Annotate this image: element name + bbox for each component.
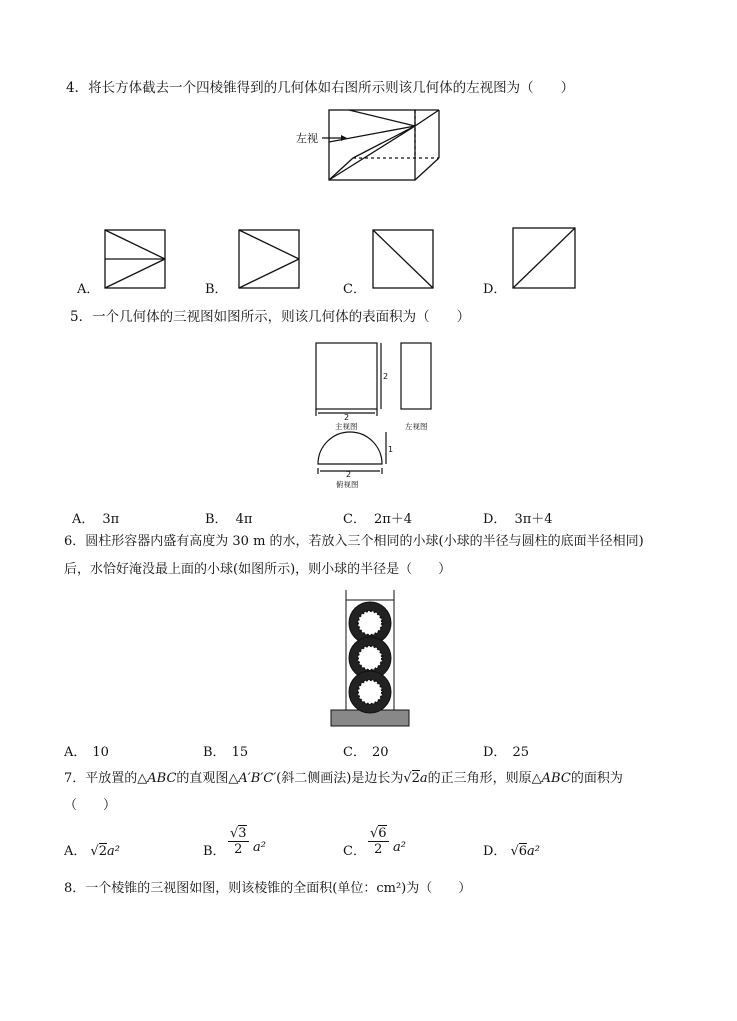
q5-label-side: 左视图 [405,422,428,431]
q4-option-b[interactable]: B． [205,282,228,297]
q7-part1: 平放置的△ [85,771,148,786]
q6-option-d-value: 25 [512,745,529,760]
q7-option-d-sqrt: √ [510,844,519,859]
q6-option-a[interactable] [64,741,109,760]
q5-option-a-letter: A． [72,512,95,527]
q6-stem-line1: 6．圆柱形容器内盛有高度为 30 m 的水，若放入三个相同的小球(小球的半径与圆柱的底面半径相同) [64,534,644,549]
q7-stem-line2: （ ） [64,798,117,813]
q7-option-c-num: 6 [378,826,387,841]
q7-sqrt-value: 2 [411,771,420,786]
q7-avar: a [419,771,428,786]
q7-option-b-num: 3 [238,826,247,841]
q6-option-b-value: 15 [231,745,249,760]
q6-option-d[interactable] [483,741,529,760]
q4-number: 4． [66,80,89,96]
q5-label-front: 主视图 [335,422,358,431]
q4-option-c[interactable]: C． [343,282,366,297]
q7-option-d-tail: a² [527,844,540,859]
q7-option-b-fraction [228,826,249,857]
q7-option-a-root: 2 [98,844,107,859]
q5-text: 一个几何体的三视图如图所示，则该几何体的表面积为（ ） [92,309,471,325]
q7-part4: 的正三角形，则原△ [427,771,542,786]
q7-abc1: ABC [147,771,177,786]
q5-option-a-value: 3π [102,512,120,527]
q7-option-d-letter: D． [483,844,507,859]
q6-option-c-value: 20 [371,745,389,760]
q4-option-a[interactable]: A． [77,282,100,297]
q5-dim-top-height: 1 [388,445,394,454]
q5-option-c-value: 2π＋4 [373,512,413,527]
q7-option-d[interactable] [483,840,540,859]
q7-sqrt-symbol: √ [403,771,412,786]
q7-option-a[interactable] [64,840,120,859]
q5-option-d-letter: D． [483,512,507,527]
q5-option-b-value: 4π [235,512,253,527]
q7-option-b-letter[interactable]: B． [203,844,226,859]
q4-option-d[interactable]: D． [483,282,507,297]
q7-option-c-sqrt: √ [370,826,379,841]
q7-part5: 的面积为 [570,771,623,786]
q5-dim-front-height: 2 [383,372,389,381]
q7-option-c-fraction [368,826,389,857]
q7-abc2: A′B′C′ [238,771,277,786]
q7-stem-line1 [64,770,623,788]
q5-option-c-letter: C． [343,512,366,527]
q7-option-a-sqrt: √ [90,844,99,859]
q7-abc3: ABC [541,771,571,786]
q8-stem: 8．一个棱锥的三视图如图，则该棱锥的全面积(单位：cm²)为（ ） [64,881,472,896]
q6-option-a-value: 10 [92,745,109,760]
q5-option-b-letter: B． [205,512,228,527]
q6-option-d-letter: D． [483,745,507,760]
q6-option-c-letter: C． [343,745,366,760]
q7-option-c-den: 2 [374,842,383,857]
q7-number: 7． [64,771,86,786]
q6-option-a-letter: A． [64,745,87,760]
q4-figure-label: 左视 [296,132,318,145]
q5-dim-front-width: 2 [344,413,350,422]
q7-option-a-tail: a² [106,844,120,859]
q7-option-c-tail: a² [393,840,406,855]
q6-option-c[interactable] [343,741,389,760]
q6-option-b-letter: B． [203,745,226,760]
q7-option-a-letter: A． [64,844,87,859]
q7-option-c-letter[interactable]: C． [343,844,366,859]
q7-option-b-tail: a² [253,840,266,855]
q5-number: 5． [70,309,93,325]
q7-part3: (斜二侧画法)是边长为 [276,771,404,786]
q4-text: 将长方体截去一个四棱锥得到的几何体如右图所示则该几何体的左视图为（ ） [88,80,575,96]
q5-dim-top-width: 2 [346,470,352,479]
q7-part2: 的直观图△ [176,771,239,786]
q7-option-b-sqrt: √ [230,826,239,841]
q5-option-d-value: 3π＋4 [514,512,553,527]
q6-option-b[interactable] [203,741,248,760]
q5-label-top: 俯视图 [336,480,359,489]
q7-option-b-den: 2 [234,842,243,857]
q6-stem-line2: 后，水恰好淹没最上面的小球(如图所示)，则小球的半径是（ ） [64,562,452,577]
q7-option-d-root: 6 [518,844,528,859]
